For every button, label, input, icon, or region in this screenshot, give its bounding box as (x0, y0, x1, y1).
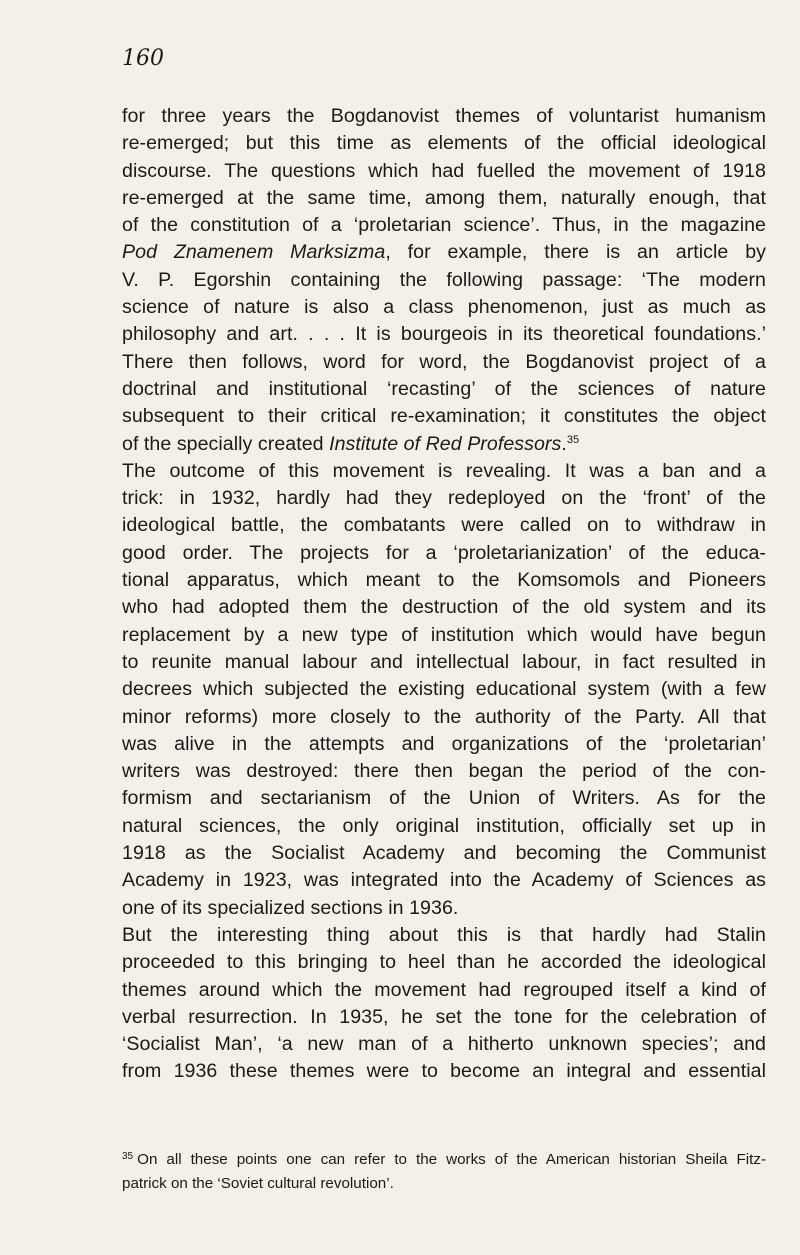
footnote (122, 1148, 766, 1196)
magazine-title: Pod Znamenem Marksizma (122, 241, 386, 264)
text-line: for three years the Bogdanovist themes of voluntarist humanism (122, 105, 766, 127)
institute-name: Institute of Red Professors (329, 432, 562, 455)
text-line: of the constitution of a ‘proletarian science’. Thus, in the magazine (122, 214, 766, 237)
text-line: writers was destroyed: there then began the period of the con- (122, 760, 766, 783)
text-line: minor reforms) more closely to the authority of the Party. All that (122, 705, 766, 728)
text-line: discourse. The questions which had fuelled the movement of 1918 (122, 159, 766, 182)
text-line: proceeded to this bringing to heel than he accorded the ideological (122, 951, 766, 974)
text-line: decrees which subjected the existing educational system (with a few (122, 678, 766, 701)
footnote-line: patrick on the ‘Soviet cultural revolution’. (122, 1175, 394, 1192)
text-line: doctrinal and institutional ‘recasting’ of the sciences of nature (122, 377, 766, 400)
text-line: 1918 as the Socialist Academy and becoming the Communist (122, 842, 766, 865)
text-line (122, 431, 766, 458)
page-number: 160 (122, 46, 164, 71)
text-line: tional apparatus, which meant to the Komsomols and Pioneers (122, 569, 766, 592)
text-line: one of its specialized sections in 1936. (122, 896, 459, 919)
text-line: formism and sectarianism of the Union of Writers. As for the (122, 787, 766, 810)
text-line: natural sciences, the only original institution, officially set up in (122, 814, 766, 837)
text-line: re-emerged; but this time as elements of the official ideological (122, 132, 766, 155)
footnote-text: On all these points one can refer to the works of the American historian Sheila Fitz- (137, 1151, 766, 1168)
text-line: was alive in the attempts and organizations of the ‘proletarian’ (122, 732, 766, 755)
text-fragment: . (561, 432, 567, 455)
text-line: science of nature is also a class phenomenon, just as much as (122, 296, 766, 319)
footnote-line (122, 1148, 766, 1172)
text-line: themes around which the movement had regrouped itself a kind of (122, 978, 766, 1001)
text-line: replacement by a new type of institution which would have begun (122, 623, 766, 646)
text-line: ideological battle, the combatants were called on to withdraw in (122, 514, 766, 537)
text-line: trick: in 1932, hardly had they redeployed on the ‘front’ of the (122, 487, 766, 510)
text-line: There then follows, word for word, the Bogdanovist project of a (122, 350, 766, 373)
text-line: ‘Socialist Man’, ‘a new man of a hitherto unknown species’; and (122, 1033, 766, 1056)
text-line: But the interesting thing about this is that hardly had Stalin (122, 923, 766, 946)
footnote-mark: 35 (122, 1151, 134, 1162)
text-line: Academy in 1923, was integrated into the Academy of Sciences as (122, 869, 766, 892)
text-line: V. P. Egorshin containing the following passage: ‘The modern (122, 268, 766, 291)
text-line: who had adopted them the destruction of the old system and its (122, 596, 766, 619)
text-fragment: , for example, there is an article by (385, 241, 766, 264)
text-line: subsequent to their critical re-examination; it constitutes the object (122, 405, 766, 428)
text-line: verbal resurrection. In 1935, he set the tone for the celebration of (122, 1005, 766, 1028)
text-line: re-emerged at the same time, among them, naturally enough, that (122, 186, 766, 209)
text-line: from 1936 these themes were to become an integral and essential (122, 1060, 766, 1083)
text-line: The outcome of this movement is revealing. It was a ban and a (122, 459, 766, 482)
text-line: good order. The projects for a ‘proletarianization’ of the educa- (122, 541, 766, 564)
text-line: to reunite manual labour and intellectual labour, in fact resulted in (122, 650, 766, 673)
text-line (122, 239, 766, 266)
text-fragment: of the specially created (122, 432, 330, 455)
text-line: philosophy and art. . . . It is bourgeois in its theoretical foundations.’ (122, 323, 766, 346)
main-text (122, 103, 766, 1086)
footnote-reference[interactable]: 35 (566, 433, 580, 446)
